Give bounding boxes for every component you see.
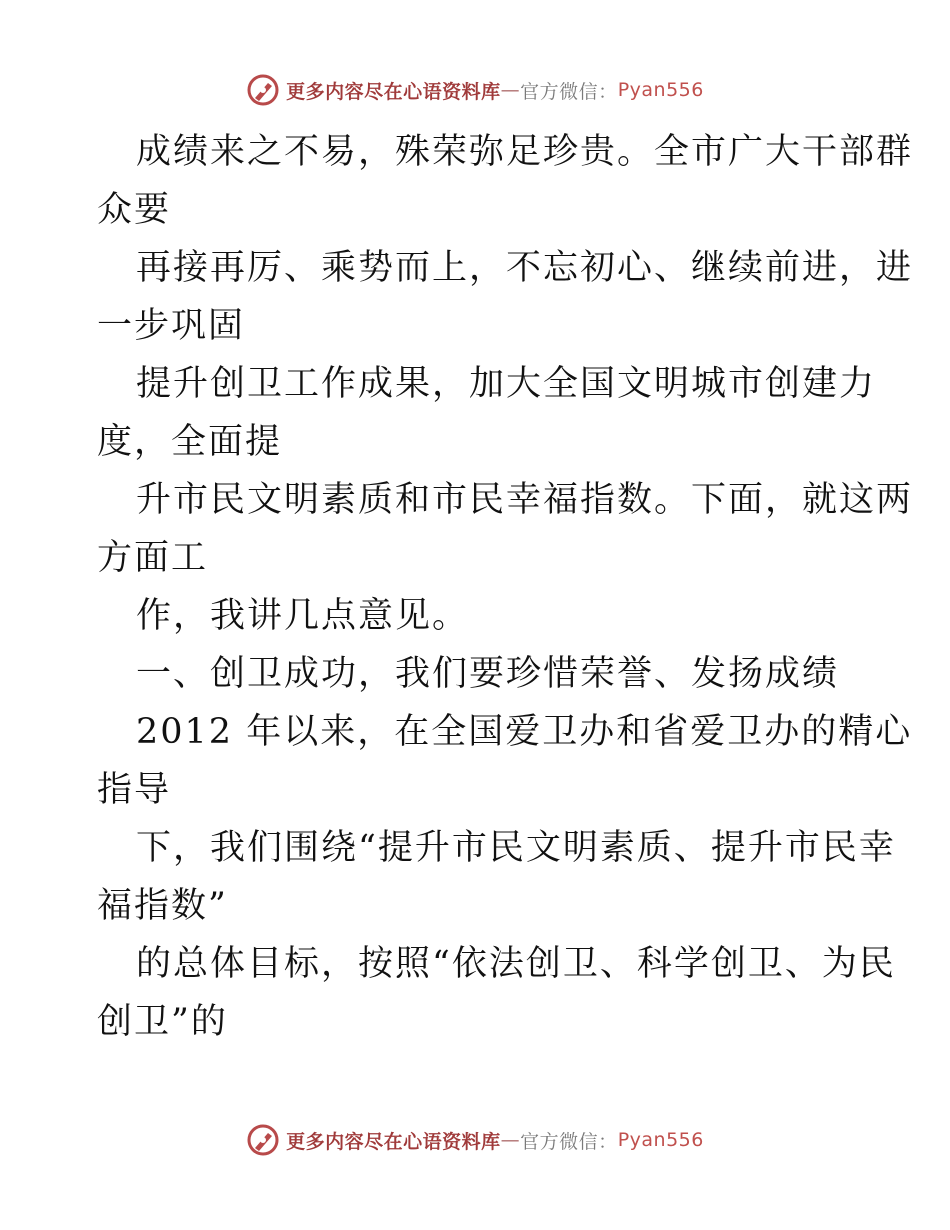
text-line: 福指数”	[97, 886, 228, 926]
text-line: 再接再厉、乘势而上，不忘初心、继续前进，进	[136, 248, 914, 288]
text-line: 创卫”的	[97, 1002, 228, 1042]
watermark-wechat-id: Pyan556	[617, 1129, 704, 1151]
watermark-dash: —	[500, 1129, 521, 1151]
section-heading: 一、创卫成功，我们要珍惜荣誉、发扬成绩	[136, 654, 840, 694]
pen-logo-icon	[246, 1123, 280, 1157]
watermark-official-label: 官方微信：	[520, 1130, 618, 1153]
text-line: 升市民文明素质和市民幸福指数。下面，就这两	[136, 480, 914, 520]
watermark-brand: 更多内容尽在心语资料库	[286, 80, 501, 103]
text-line: 指导	[97, 770, 172, 810]
document-body	[97, 123, 914, 1051]
text-line: 众要	[97, 190, 172, 230]
text-line: 成绩来之不易，殊荣弥足珍贵。全市广大干部群	[136, 132, 914, 172]
text-line: 提升创卫工作成果，加大全国文明城市创建力	[136, 364, 877, 404]
watermark-official-label: 官方微信：	[520, 80, 618, 103]
text-line: 度，全面提	[97, 422, 283, 462]
text-line: 方面工	[97, 538, 209, 578]
text-line: 下，我们围绕“提升市民文明素质、提升市民幸	[136, 828, 896, 868]
footer-watermark	[0, 1120, 950, 1160]
pen-logo-icon	[246, 73, 280, 107]
text-line: 2012 年以来，在全国爱卫办和省爱卫办的精心	[136, 712, 913, 752]
header-watermark	[0, 70, 950, 110]
watermark-dash: —	[500, 79, 521, 101]
text-line: 的总体目标，按照“依法创卫、科学创卫、为民	[136, 944, 896, 984]
watermark-wechat-id: Pyan556	[617, 79, 704, 101]
text-line: 作，我讲几点意见。	[136, 596, 470, 636]
text-line: 一步巩固	[97, 306, 246, 346]
watermark-brand: 更多内容尽在心语资料库	[286, 1130, 501, 1153]
